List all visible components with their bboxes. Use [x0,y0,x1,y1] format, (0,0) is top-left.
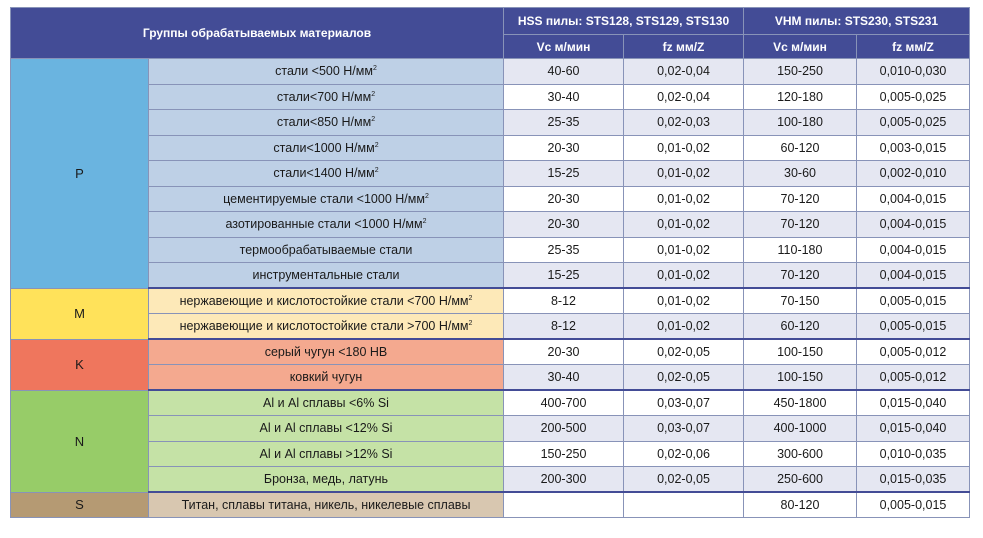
material-name: нержавеющие и кислотостойкие стали >700 Н/мм [179,319,469,333]
vhm-fz-cell: 0,005-0,015 [857,314,970,340]
table-row [11,314,970,340]
vhm-vc-cell: 70-120 [744,263,857,289]
hss-vc-cell: 20-30 [504,212,624,238]
vhm-vc-cell: 300-600 [744,441,857,467]
material-name-cell [149,161,504,187]
hss-vc-cell: 20-30 [504,339,624,365]
unit-superscript: 2 [371,116,376,124]
vhm-fz-cell: 0,005-0,015 [857,288,970,314]
hss-vc-cell: 40-60 [504,59,624,85]
hss-fz-cell: 0,01-0,02 [624,263,744,289]
vhm-fz-cell: 0,015-0,040 [857,390,970,416]
vhm-fz-cell: 0,015-0,035 [857,467,970,493]
table-row [11,288,970,314]
material-name: ковкий чугун [289,370,363,384]
hss-vc-cell: 200-300 [504,467,624,493]
cutting-parameters-table-container [10,7,970,518]
hss-fz-cell: 0,01-0,02 [624,237,744,263]
hss-fz-cell: 0,02-0,06 [624,441,744,467]
vhm-vc-cell: 60-120 [744,135,857,161]
material-group-code: K [11,339,149,390]
material-name: Al и Al сплавы <12% Si [259,421,393,436]
material-name-cell [149,212,504,238]
hss-vc-cell: 20-30 [504,135,624,161]
vhm-fz-cell: 0,004-0,015 [857,186,970,212]
material-name: стали<700 Н/мм [276,89,372,104]
material-name-cell [149,467,504,493]
hss-fz-cell: 0,01-0,02 [624,314,744,340]
vhm-vc-cell: 70-120 [744,186,857,212]
unit-superscript: 2 [468,294,473,302]
material-name-cell [149,492,504,518]
hss-fz-cell: 0,01-0,02 [624,212,744,238]
material-name: азотированные стали <1000 Н/мм [225,217,423,232]
material-name-cell [149,110,504,136]
vhm-fz-cell: 0,004-0,015 [857,237,970,263]
hss-saws-header: HSS пилы: STS128, STS129, STS130 [504,8,744,35]
table-row [11,161,970,187]
vhm-vc-cell: 70-120 [744,212,857,238]
hss-fz-cell: 0,01-0,02 [624,186,744,212]
unit-superscript: 2 [468,319,473,327]
hss-vc-cell: 30-40 [504,365,624,391]
hss-vc-cell: 25-35 [504,237,624,263]
table-row [11,110,970,136]
material-group-code: P [11,59,149,289]
material-name-cell [149,186,504,212]
hss-fz-cell: 0,03-0,07 [624,390,744,416]
hss-vc-cell: 25-35 [504,110,624,136]
vhm-fz-cell: 0,005-0,012 [857,339,970,365]
material-name-cell [149,84,504,110]
hss-vc-cell: 150-250 [504,441,624,467]
vhm-fz-cell: 0,002-0,010 [857,161,970,187]
table-row [11,84,970,110]
table-row [11,339,970,365]
vhm-vc-cell: 60-120 [744,314,857,340]
material-name-cell [149,339,504,365]
hss-fz-cell [624,492,744,518]
material-name: стали<1000 Н/мм [273,140,375,155]
table-row [11,390,970,416]
material-name: Бронза, медь, латунь [263,472,389,486]
table-row [11,263,970,289]
material-name-cell [149,390,504,416]
material-name-cell [149,263,504,289]
material-name-cell [149,314,504,340]
vhm-vc-cell: 30-60 [744,161,857,187]
hss-vc-cell: 20-30 [504,186,624,212]
material-name-cell [149,135,504,161]
table-row [11,467,970,493]
hss-vc-cell: 8-12 [504,314,624,340]
table-row [11,186,970,212]
material-name: цементируемые стали <1000 Н/мм [223,191,425,206]
hss-fz-cell: 0,02-0,04 [624,84,744,110]
vhm-vc-cell: 100-150 [744,339,857,365]
vhm-fz-cell: 0,005-0,015 [857,492,970,518]
table-row [11,492,970,518]
material-group-code: M [11,288,149,339]
vhm-vc-cell: 100-150 [744,365,857,391]
hss-fz-cell: 0,02-0,05 [624,467,744,493]
vhm-fz-cell: 0,004-0,015 [857,263,970,289]
vhm-fz-cell: 0,005-0,025 [857,110,970,136]
vhm-vc-cell: 250-600 [744,467,857,493]
cutting-parameters-table [10,7,970,518]
material-name-cell [149,288,504,314]
hss-fz-cell: 0,01-0,02 [624,288,744,314]
table-row [11,59,970,85]
hss-vc-header: Vc м/мин [504,35,624,59]
vhm-vc-cell: 80-120 [744,492,857,518]
hss-fz-cell: 0,01-0,02 [624,161,744,187]
unit-superscript: 2 [422,218,427,226]
hss-vc-cell: 15-25 [504,161,624,187]
hss-fz-cell: 0,02-0,05 [624,365,744,391]
material-name: термообрабатываемые стали [239,242,413,257]
material-name-cell [149,59,504,85]
material-name: нержавеющие и кислотостойкие стали <700 Н/мм [179,294,469,308]
unit-superscript: 2 [374,141,379,149]
unit-superscript: 2 [424,192,429,200]
material-name: серый чугун <180 HB [264,345,388,359]
table-row [11,365,970,391]
material-name: инструментальные стали [252,268,400,282]
vhm-vc-cell: 110-180 [744,237,857,263]
material-name-cell [149,365,504,391]
unit-superscript: 2 [374,167,379,175]
vhm-fz-cell: 0,010-0,035 [857,441,970,467]
hss-fz-cell: 0,02-0,03 [624,110,744,136]
hss-fz-cell: 0,01-0,02 [624,135,744,161]
material-name: Титан, сплавы титана, никель, никелевые сплавы [181,498,471,512]
material-groups-header: Группы обрабатываемых материалов [11,8,504,59]
vhm-fz-cell: 0,005-0,012 [857,365,970,391]
table-row [11,416,970,442]
vhm-vc-cell: 450-1800 [744,390,857,416]
material-group-code: S [11,492,149,518]
material-name: стали <500 Н/мм [275,64,373,79]
material-name: Al и Al сплавы >12% Si [259,446,393,461]
vhm-vc-cell: 400-1000 [744,416,857,442]
hss-fz-cell: 0,03-0,07 [624,416,744,442]
vhm-vc-header: Vc м/мин [744,35,857,59]
hss-vc-cell: 400-700 [504,390,624,416]
material-name: стали<1400 Н/мм [273,166,375,181]
material-name-cell [149,441,504,467]
vhm-vc-cell: 150-250 [744,59,857,85]
vhm-vc-cell: 70-150 [744,288,857,314]
hss-vc-cell [504,492,624,518]
unit-superscript: 2 [371,90,376,98]
unit-superscript: 2 [372,65,377,73]
table-row [11,135,970,161]
hss-vc-cell: 15-25 [504,263,624,289]
table-row [11,237,970,263]
hss-fz-header: fz мм/Z [624,35,744,59]
table-row [11,441,970,467]
vhm-fz-cell: 0,005-0,025 [857,84,970,110]
vhm-fz-cell: 0,004-0,015 [857,212,970,238]
material-group-code: N [11,390,149,492]
hss-vc-cell: 30-40 [504,84,624,110]
vhm-fz-cell: 0,015-0,040 [857,416,970,442]
hss-vc-cell: 200-500 [504,416,624,442]
hss-fz-cell: 0,02-0,05 [624,339,744,365]
vhm-fz-cell: 0,010-0,030 [857,59,970,85]
hss-vc-cell: 8-12 [504,288,624,314]
vhm-fz-header: fz мм/Z [857,35,970,59]
material-name-cell [149,416,504,442]
material-name: Al и Al сплавы <6% Si [263,396,389,410]
vhm-vc-cell: 120-180 [744,84,857,110]
vhm-vc-cell: 100-180 [744,110,857,136]
vhm-saws-header: VHM пилы: STS230, STS231 [744,8,970,35]
vhm-fz-cell: 0,003-0,015 [857,135,970,161]
table-row [11,212,970,238]
material-name-cell [149,237,504,263]
hss-fz-cell: 0,02-0,04 [624,59,744,85]
material-name: стали<850 Н/мм [276,115,372,130]
